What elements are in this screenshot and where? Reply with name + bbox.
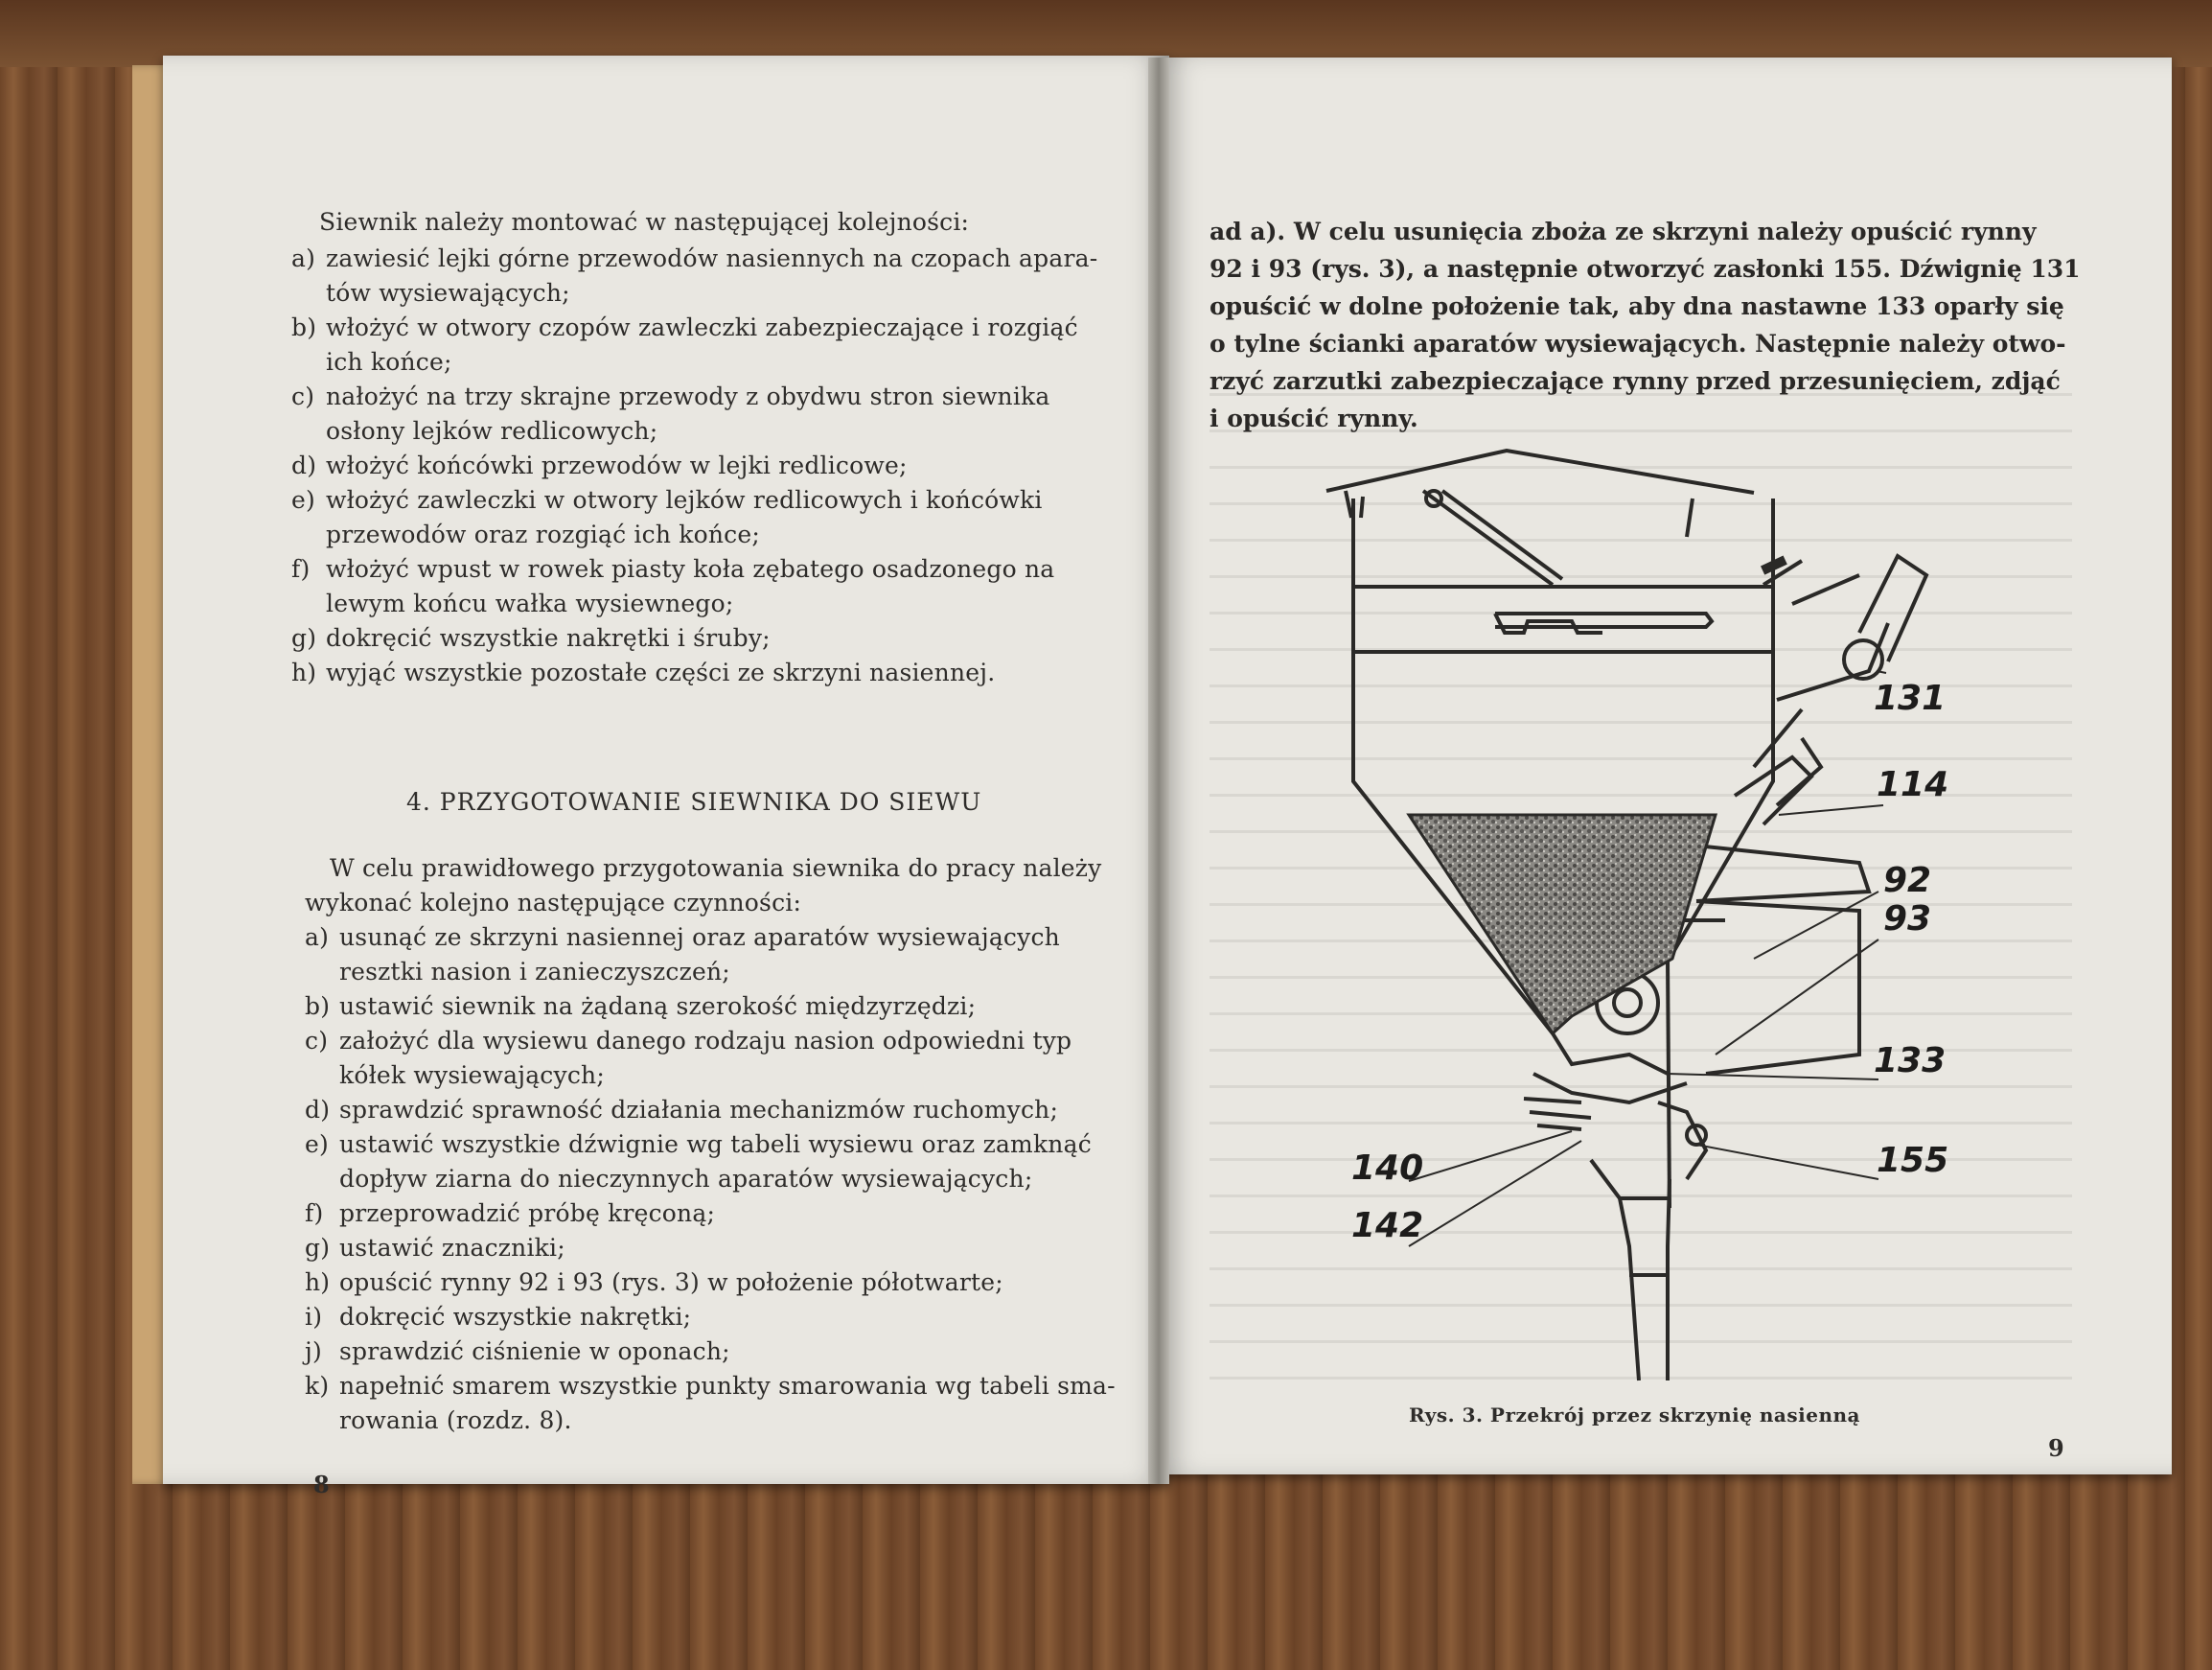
- list-item-marker: i): [305, 1303, 323, 1331]
- label-133: 133: [1874, 1041, 1947, 1080]
- list-item-text: sprawdzić ciśnienie w oponach;: [339, 1337, 730, 1365]
- paragraph-line: 92 i 93 (rys. 3), a następnie otworzyć zasłonki 155. Dźwignię 131: [1210, 255, 2081, 283]
- figure-caption: Rys. 3. Przekrój przez skrzynię nasienną: [1409, 1403, 1861, 1426]
- list-item-marker: d): [291, 452, 317, 479]
- list-item-marker: h): [291, 659, 317, 686]
- list-item-text: sprawdzić sprawność działania mechanizmów ruchomych;: [339, 1096, 1059, 1124]
- list-item-text: rowania (rozdz. 8).: [339, 1406, 572, 1434]
- list-item-text: kółek wysiewających;: [339, 1061, 605, 1089]
- list-item-text: włożyć końcówki przewodów w lejki redlicowe;: [326, 452, 908, 479]
- assembly-intro: Siewnik należy montować w następującej kolejności:: [319, 208, 970, 236]
- label-131: 131: [1874, 679, 1947, 718]
- list-item-marker: e): [291, 486, 315, 514]
- list-item-text: opuścić rynny 92 i 93 (rys. 3) w położenie półotwarte;: [339, 1268, 1003, 1296]
- list-item-text: ich końce;: [326, 348, 452, 376]
- list-item-text: przeprowadzić próbę kręconą;: [339, 1199, 716, 1227]
- list-item-text: nałożyć na trzy skrajne przewody z obydwu stron siewnika: [326, 383, 1050, 410]
- label-155: 155: [1877, 1141, 1949, 1180]
- list-item-marker: f): [291, 555, 311, 583]
- list-item-text: lewym końcu wałka wysiewnego;: [326, 590, 734, 617]
- list-item-text: założyć dla wysiewu danego rodzaju nasion odpowiedni typ: [339, 1027, 1072, 1055]
- paragraph-line: o tylne ścianki aparatów wysiewających. Następnie należy otwo-: [1210, 330, 2066, 358]
- list-item-marker: g): [291, 624, 317, 652]
- list-item-marker: h): [305, 1268, 331, 1296]
- label-114: 114: [1877, 765, 1949, 804]
- label-142: 142: [1351, 1206, 1424, 1245]
- paragraph-line: opuścić w dolne położenie tak, aby dna nastawne 133 oparły się: [1210, 292, 2064, 320]
- list-item-marker: k): [305, 1372, 330, 1400]
- paragraph-line: ad a). W celu usunięcia zboża ze skrzyni należy opuścić rynny: [1210, 218, 2037, 245]
- list-item-text: przewodów oraz rozgiąć ich końce;: [326, 521, 760, 548]
- section-intro-line: wykonać kolejno następujące czynności:: [305, 889, 802, 916]
- list-item-text: ustawić wszystkie dźwignie wg tabeli wysiewu oraz zamknąć: [339, 1130, 1092, 1158]
- section-heading: 4. PRZYGOTOWANIE SIEWNIKA DO SIEWU: [406, 788, 982, 816]
- section-intro-line: W celu prawidłowego przygotowania siewnika do pracy należy: [330, 854, 1102, 882]
- list-item-marker: a): [291, 244, 316, 272]
- list-item-marker: c): [291, 383, 315, 410]
- list-item-text: dokręcić wszystkie nakrętki i śruby;: [326, 624, 771, 652]
- label-140: 140: [1351, 1148, 1424, 1188]
- page-number-left: 8: [313, 1471, 330, 1498]
- list-item-marker: b): [291, 313, 317, 341]
- list-item-text: dokręcić wszystkie nakrętki;: [339, 1303, 692, 1331]
- list-item-marker: e): [305, 1130, 329, 1158]
- list-item-text: ustawić znaczniki;: [339, 1234, 565, 1262]
- label-93: 93: [1883, 899, 1932, 939]
- list-item-marker: c): [305, 1027, 329, 1055]
- list-item-text: dopływ ziarna do nieczynnych aparatów wysiewających;: [339, 1165, 1033, 1193]
- list-item-marker: g): [305, 1234, 331, 1262]
- list-item-text: zawiesić lejki górne przewodów nasiennych na czopach apara-: [326, 244, 1098, 272]
- list-item-text: usunąć ze skrzyni nasiennej oraz aparatów wysiewających: [339, 923, 1060, 951]
- paragraph-line: rzyć zarzutki zabezpieczające rynny przed przesunięciem, zdjąć: [1210, 367, 2061, 395]
- list-item-text: włożyć wpust w rowek piasty koła zębatego osadzonego na: [326, 555, 1055, 583]
- label-92: 92: [1883, 861, 1932, 900]
- list-item-text: tów wysiewających;: [326, 279, 570, 307]
- list-item-marker: j): [305, 1337, 322, 1365]
- list-item-text: napełnić smarem wszystkie punkty smarowania wg tabeli sma-: [339, 1372, 1116, 1400]
- list-item-marker: f): [305, 1199, 324, 1227]
- list-item-marker: a): [305, 923, 330, 951]
- paragraph-line: i opuścić rynny.: [1210, 405, 1418, 432]
- page-number-right: 9: [2048, 1434, 2064, 1462]
- list-item-marker: d): [305, 1096, 331, 1124]
- list-item-text: ustawić siewnik na żądaną szerokość międzyrzędzi;: [339, 992, 977, 1020]
- list-item-text: włożyć w otwory czopów zawleczki zabezpieczające i rozgiąć: [326, 313, 1078, 341]
- list-item-marker: b): [305, 992, 331, 1020]
- list-item-text: resztki nasion i zanieczyszczeń;: [339, 958, 730, 986]
- list-item-text: włożyć zawleczki w otwory lejków redlicowych i końcówki: [326, 486, 1043, 514]
- list-item-text: wyjąć wszystkie pozostałe części ze skrzyni nasiennej.: [326, 659, 996, 686]
- list-item-text: osłony lejków redlicowych;: [326, 417, 658, 445]
